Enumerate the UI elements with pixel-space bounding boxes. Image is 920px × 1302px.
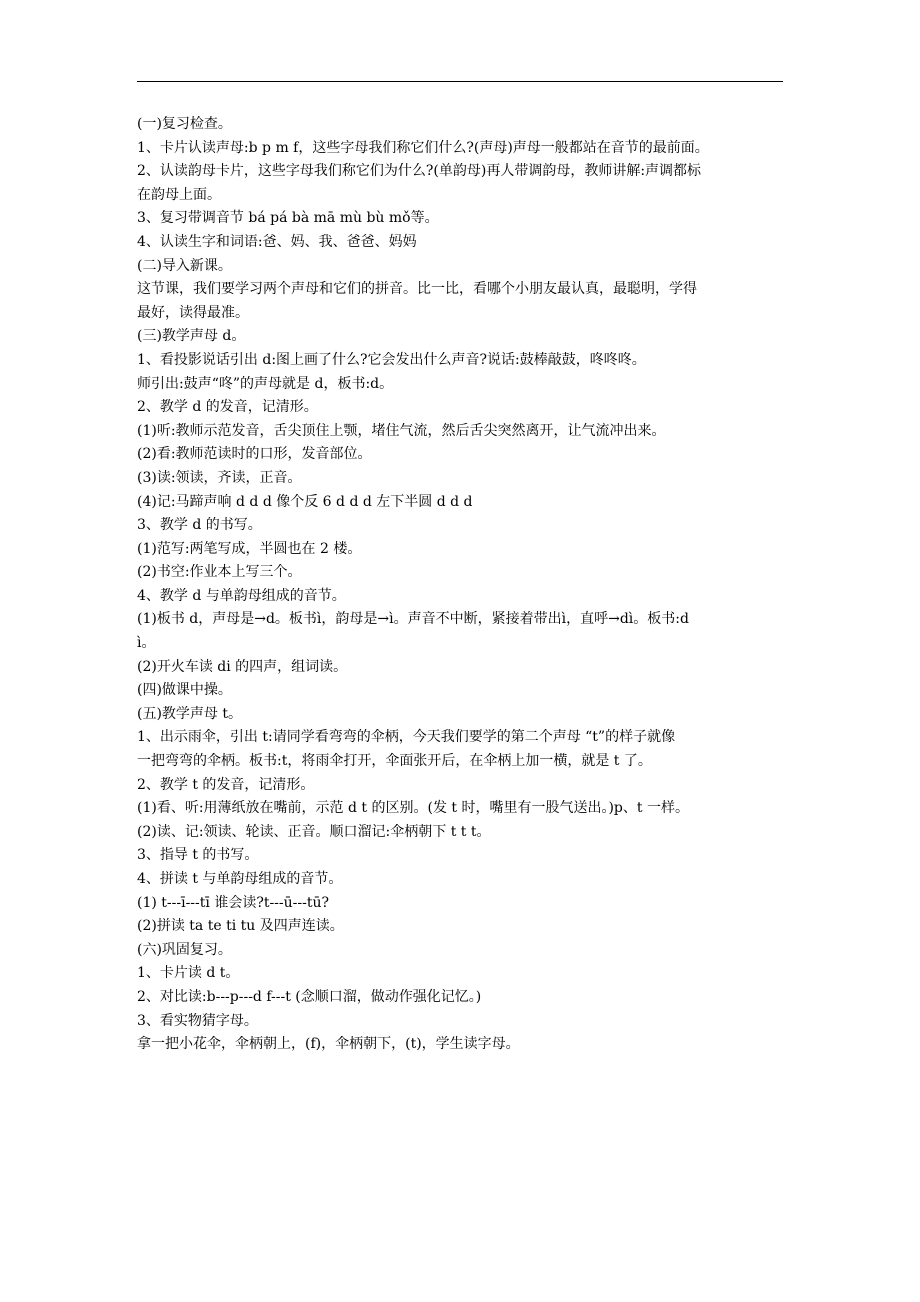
text-line: (2)书空:作业本上写三个。 (137, 564, 302, 581)
section-heading-intro: (二)导入新课。 (137, 257, 232, 274)
text-line: 2、认读韵母卡片，这些字母我们称它们为什么?(单韵母)再人带调韵母，教师讲解:声调都标 (137, 163, 702, 180)
text-line: 4、认读生字和词语:爸、妈、我、爸爸、妈妈 (137, 233, 417, 250)
document-body (137, 113, 787, 1057)
text-line: (2)读、记:领读、轮读、正音。顺口溜记:伞柄朝下 t t t。 (137, 823, 491, 840)
text-line: 1、看投影说话引出 d:图上画了什么?它会发出什么声音?说话:鼓棒敲鼓，咚咚咚。 (137, 351, 646, 368)
text-line: (2)拼读 ta te ti tu 及四声连读。 (137, 918, 344, 935)
text-line: ì。 (137, 635, 156, 652)
text-line: 1、卡片读 d t。 (137, 965, 240, 982)
text-line: (1)看、听:用薄纸放在嘴前，示范 d t 的区别。(发 t 时，嘴里有一股气送出。)p、t 一样。 (137, 800, 689, 817)
text-line: (2)看:教师范读时的口形，发音部位。 (137, 446, 372, 463)
section-heading-consolidate: (六)巩固复习。 (137, 941, 232, 958)
text-line: 4、教学 d 与单韵母组成的音节。 (137, 587, 346, 604)
text-line: (4)记:马蹄声响 d d d 像个反 6 d d d 左下半圆 d d d (137, 493, 473, 510)
text-line: 2、教学 t 的发音，记清形。 (137, 776, 315, 793)
text-line: 3、指导 t 的书写。 (137, 847, 259, 864)
text-line: 拿一把小花伞，伞柄朝上，(f)，伞柄朝下，(t)，学生读字母。 (137, 1036, 520, 1053)
text-line: 2、教学 d 的发音，记清形。 (137, 399, 318, 416)
text-line: 4、拼读 t 与单韵母组成的音节。 (137, 871, 343, 887)
text-line: (2)开火车读 di 的四声，组词读。 (137, 658, 348, 675)
text-line: 2、对比读:b---p---d f---t (念顺口溜，做动作强化记忆。) (137, 988, 482, 1005)
text-line: 3、教学 d 的书写。 (137, 517, 262, 534)
text-line: (1) t---ī---tī 谁会读?t---ū---tū? (137, 894, 330, 911)
header-rule (137, 81, 783, 82)
text-line: 最好，读得最准。 (137, 304, 249, 321)
text-line: (1)听:教师示范发音，舌尖顶住上颚，堵住气流，然后舌尖突然离开，让气流冲出来。 (137, 422, 666, 439)
text-line: 在韵母上面。 (137, 186, 221, 203)
text-line: 师引出:鼓声“咚”的声母就是 d，板书:d。 (137, 375, 394, 392)
text-line: (1)范写:两笔写成，半圆也在 2 楼。 (137, 540, 362, 557)
text-line: 一把弯弯的伞柄。板书:t，将雨伞打开，伞面张开后，在伞柄上加一横，就是 t 了。 (137, 753, 652, 770)
section-heading-exercise: (四)做课中操。 (137, 682, 232, 699)
text-line: 1、出示雨伞，引出 t:请同学看弯弯的伞柄，今天我们要学的第二个声母 “t”的样子就像 (137, 729, 676, 746)
text-line: 1、卡片认读声母:b p m f，这些字母我们称它们什么?(声母)声母一般都站在音节的最前面。 (137, 139, 709, 156)
text-line: 这节课，我们要学习两个声母和它们的拼音。比一比，看哪个小朋友最认真，最聪明，学得 (137, 281, 697, 298)
text-line: (1)板书 d，声母是→d。板书ì，韵母是→ì。声音不中断，紧接着带出ì，直呼→dì。板书:d (137, 611, 689, 628)
text-line: 3、看实物猜字母。 (137, 1012, 258, 1029)
text-line: 3、复习带调音节 bá pá bà mā mù bù mǒ等。 (137, 210, 439, 227)
section-heading-teach-d: (三)教学声母 d。 (137, 328, 246, 345)
text-line: (3)读:领读，齐读，正音。 (137, 469, 302, 486)
section-heading-review: (一)复习检查。 (137, 116, 232, 132)
section-heading-teach-t: (五)教学声母 t。 (137, 705, 242, 722)
